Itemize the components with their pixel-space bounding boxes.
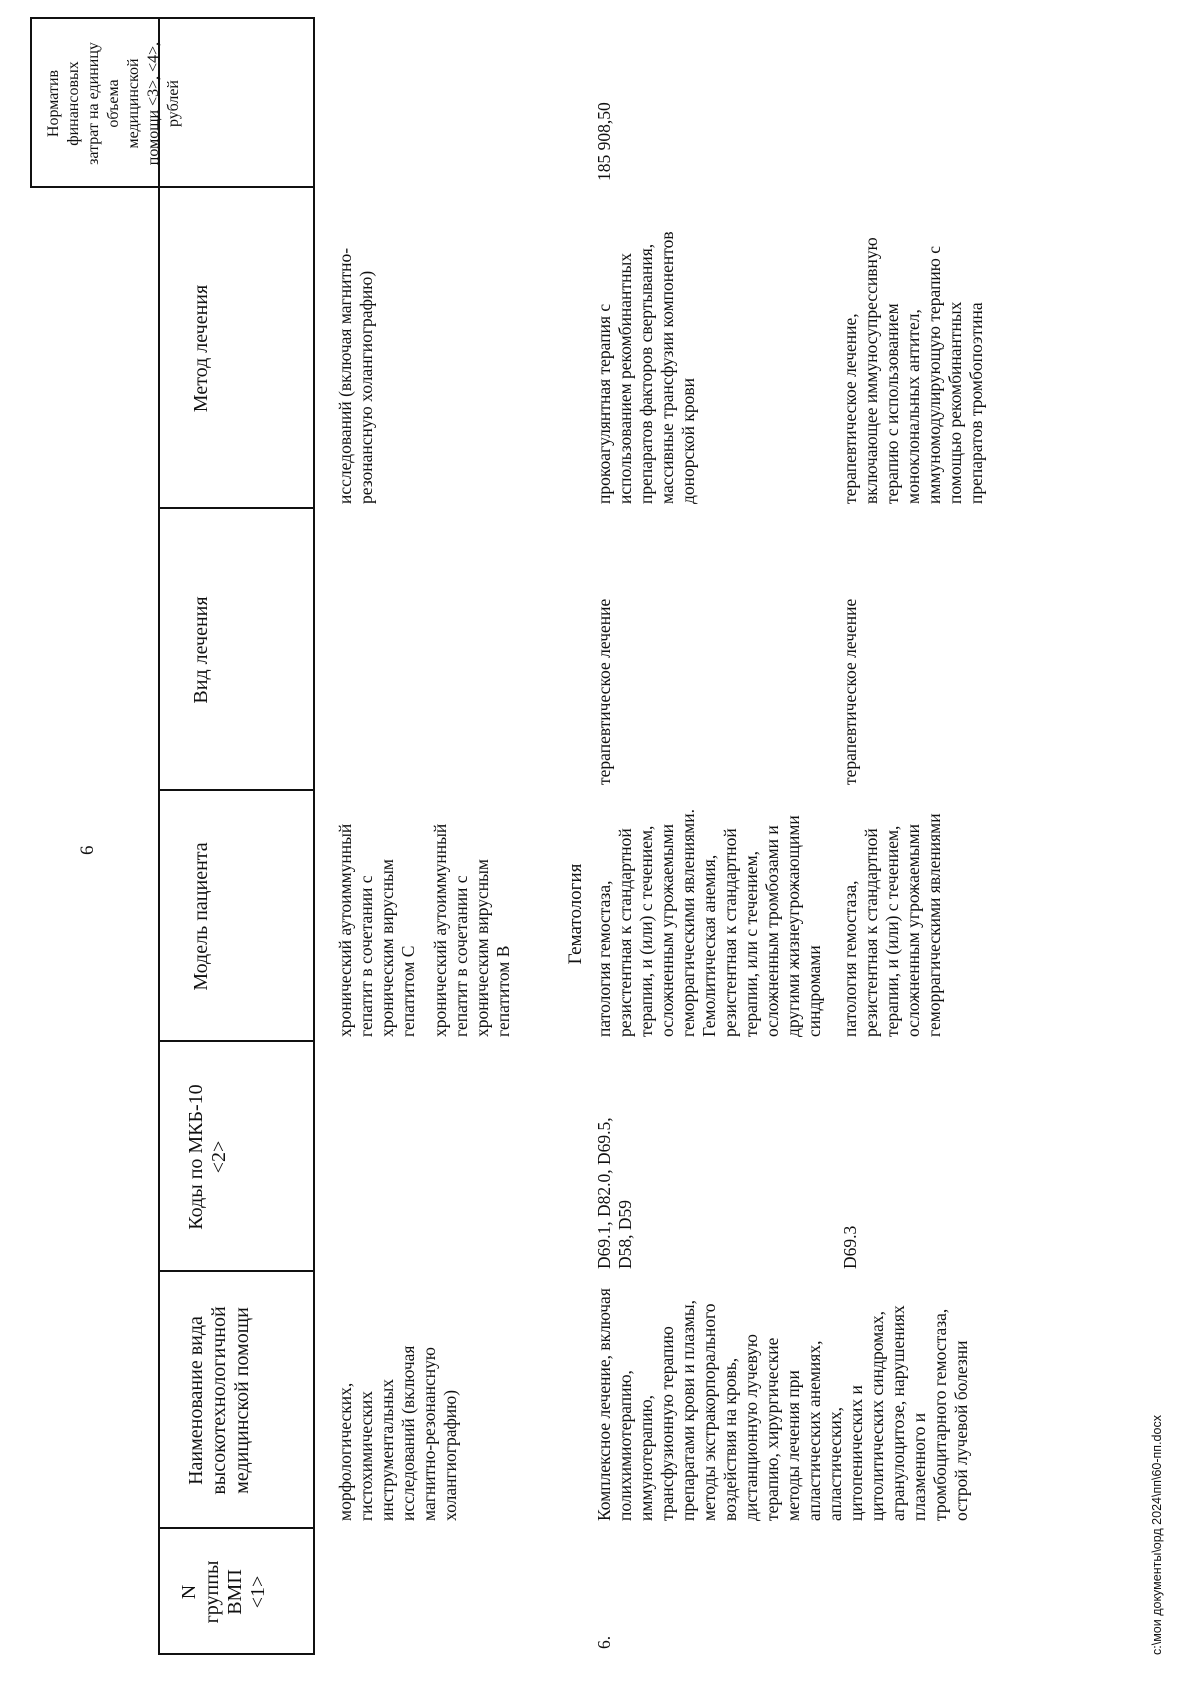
continuation-treatment-method: исследований (включая магнитно- резонансную холангиографию) — [335, 247, 376, 504]
group-6-row-a-codes: D69.1, D82.0, D69.5, D58, D59 — [594, 1117, 635, 1269]
header-treatment-method: Метод лечения — [190, 284, 212, 413]
continuation-patient-model-2: хронический аутоиммунный гепатит в сочетании с хроническим вирусным гепатитом B — [430, 823, 513, 1037]
group-6-row-b-treatment-type: терапевтическое лечение — [840, 598, 860, 785]
column-divider-5 — [158, 508, 315, 510]
footer-file-path: c:\мои документы\орд 2024\пп\60-пп.docx — [1150, 1415, 1164, 1655]
page-number: 6 — [77, 845, 98, 855]
header-icd-codes: Коды по МКБ-10 <2> — [185, 1084, 230, 1230]
column-divider-4 — [158, 790, 315, 792]
header-patient-model: Модель пациента — [190, 842, 212, 991]
section-title-hematology: Гематология — [565, 863, 586, 965]
table-top-border — [158, 18, 160, 1655]
group-6-number: 6. — [594, 1635, 614, 1649]
group-6-row-b-codes: D69.3 — [840, 1225, 860, 1269]
continuation-care-name: морфологических, гистохимических инструментальных исследований (включая магнитно-резонансную холангиографию) — [335, 1345, 460, 1521]
continuation-patient-model-1: хронический аутоиммунный гепатит в сочетании с хроническим вирусным гепатитом C — [335, 823, 418, 1037]
table-right-border — [30, 18, 315, 20]
group-6-row-a-treatment-type: терапевтическое лечение — [594, 598, 614, 785]
column-divider-6 — [158, 187, 315, 189]
header-treatment-type: Вид лечения — [190, 596, 212, 704]
price-header-left-border — [30, 187, 160, 189]
header-group-number: N группы ВМП <1> — [178, 1560, 269, 1624]
header-cost-standard: Норматив финансовых затрат на единицу объема медицинской помощи <3>, <4>, рублей — [45, 41, 182, 166]
header-top-right-border — [30, 18, 32, 188]
group-6-row-a-treatment-method: прокоагулянтная терапия с использованием рекомбинантных препаратов факторов свертывания, массивные трансфузии компонентов донорской крови — [594, 231, 698, 504]
column-divider-1 — [158, 1528, 315, 1530]
group-6-row-b-patient-model: патология гемостаза, резистентная к стандартной терапии, и (или) с течением, осложненным угрожаемыми геморрагическими явлениями — [840, 813, 944, 1037]
group-6-cost: 185 908,50 — [594, 102, 614, 181]
table-left-border — [158, 1654, 315, 1656]
column-divider-3 — [158, 1041, 315, 1043]
header-bottom-border — [313, 18, 315, 1655]
group-6-care-name: Комплексное лечение, включая полихимиотерапию, иммунотерапию, трансфузионную терапию препаратами крови и плазмы, методы экстракорпорального воздействия на кровь, дистанционную лучевую терапию, хирургические методы лечения при апластических анемиях, апластических, цитопенических и цитолитических синдромах, агранулоцитозе, нарушениях плазменного и тромбоцитарного гемостаза, острой лучевой болезни — [594, 1288, 971, 1521]
header-care-name: Наименование вида высокотехнологичной медицинской помощи — [185, 1306, 253, 1495]
column-divider-2 — [158, 1271, 315, 1273]
group-6-row-a-patient-model: патология гемостаза, резистентная к стандартной терапии, и (или) с течением, осложненным угрожаемыми геморрагическими явлениями. Гемолитическая анемия, резистентная к стандартной терапии, или с течением, осложненным тромбозами и другими жизнеугрожающими синдромами — [594, 809, 824, 1037]
group-6-row-b-treatment-method: терапевтическое лечение, включающее иммуносупрессивную терапию с использованием моноклональных антител, иммуномодулирующую терапию с помощью рекомбинантных препаратов тромбопоэтина — [840, 237, 986, 504]
